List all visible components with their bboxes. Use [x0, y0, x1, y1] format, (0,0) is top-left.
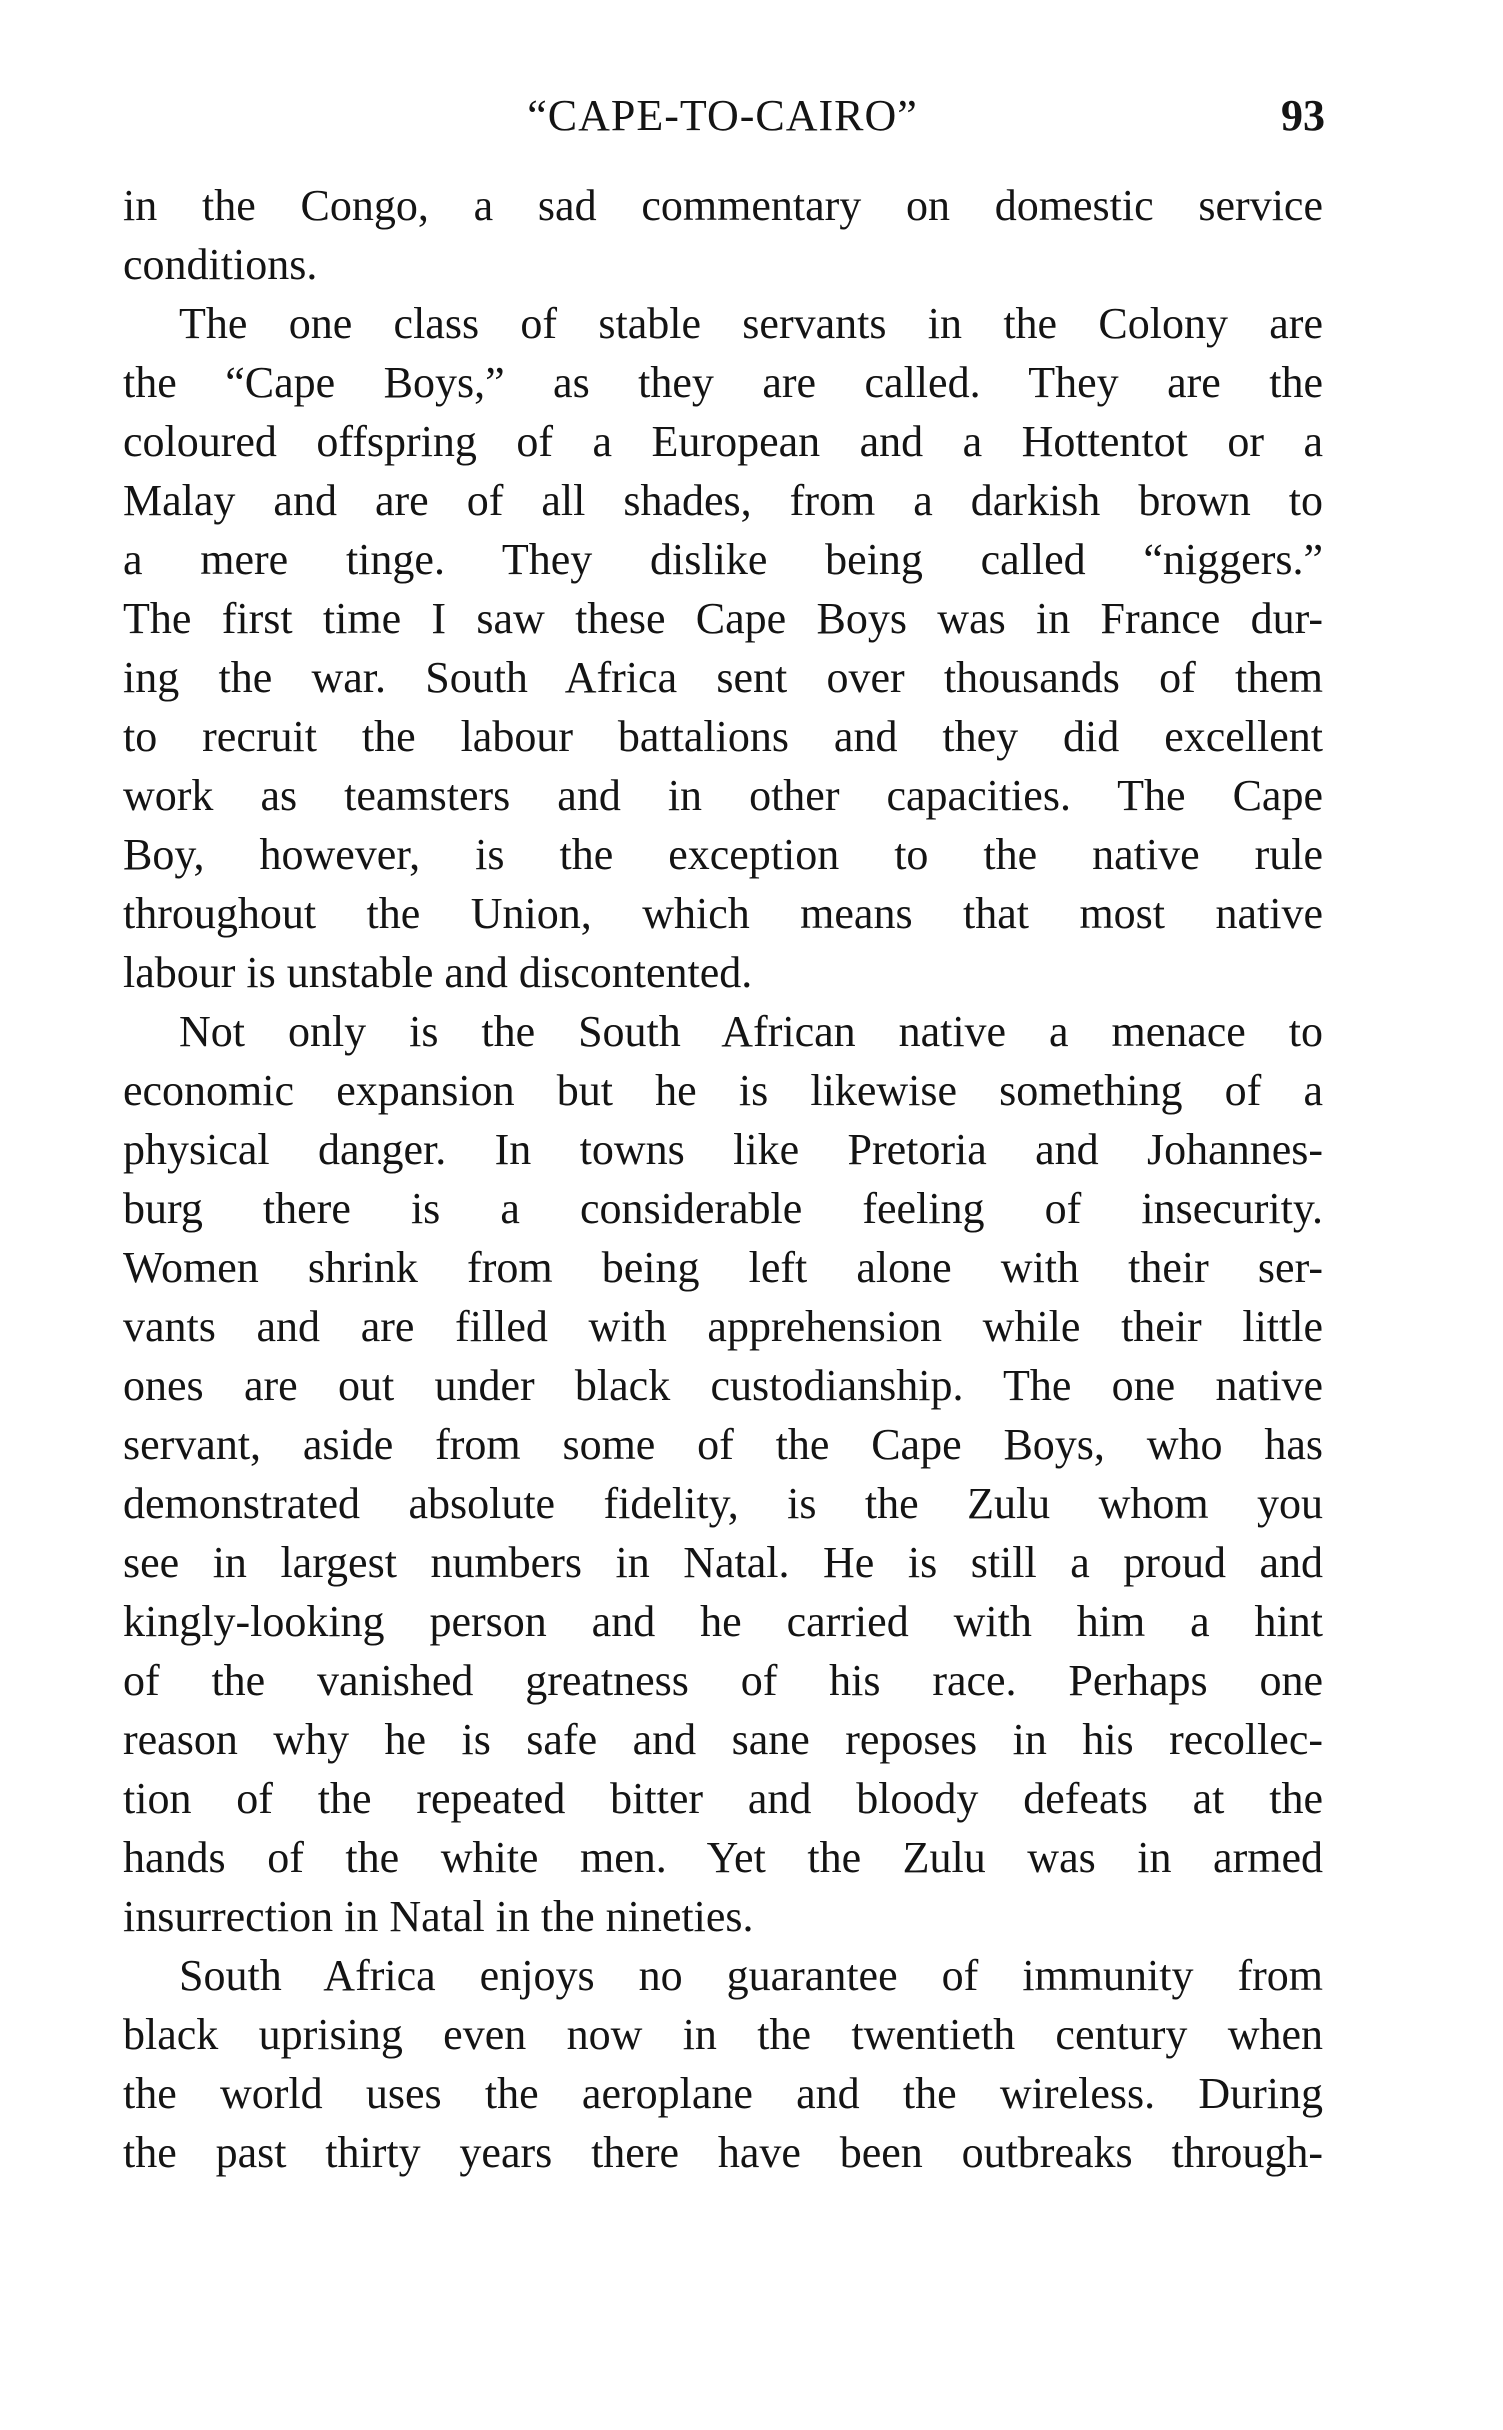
- text-line: burg there is a considerable feeling of insecurity.: [123, 1184, 1323, 1233]
- text-line: The first time I saw these Cape Boys was in France dur-: [123, 594, 1323, 643]
- text-line: the “Cape Boys,” as they are called. They are the: [123, 358, 1323, 407]
- text-line: Malay and are of all shades, from a darkish brown to: [123, 476, 1323, 525]
- running-title: “CAPE-TO-CAIRO”: [527, 91, 918, 140]
- text-line: work as teamsters and in other capacities. The Cape: [123, 771, 1323, 820]
- text-line: hands of the white men. Yet the Zulu was in armed: [123, 1833, 1323, 1882]
- text-line: Boy, however, is the exception to the native rule: [123, 830, 1323, 879]
- text-line: to recruit the labour battalions and they did excellent: [123, 712, 1323, 761]
- text-line: a mere tinge. They dislike being called “niggers.”: [123, 535, 1323, 584]
- text-line: in the Congo, a sad commentary on domestic service: [123, 181, 1323, 230]
- text-line: kingly-looking person and he carried with him a hint: [123, 1597, 1323, 1646]
- paragraph: [123, 176, 1323, 294]
- text-line: vants and are filled with apprehension while their little: [123, 1302, 1323, 1351]
- text-line: tion of the repeated bitter and bloody defeats at the: [123, 1774, 1323, 1823]
- page-number: 93: [1281, 91, 1325, 140]
- text-line: The one class of stable servants in the Colony are: [179, 299, 1323, 348]
- text-line: economic expansion but he is likewise something of a: [123, 1066, 1323, 1115]
- text-line: reason why he is safe and sane reposes in his recollec-: [123, 1715, 1323, 1764]
- text-line: servant, aside from some of the Cape Boys, who has: [123, 1420, 1323, 1469]
- text-line: ones are out under black custodianship. The one native: [123, 1361, 1323, 1410]
- text-line: see in largest numbers in Natal. He is still a proud and: [123, 1538, 1323, 1587]
- text-line: the world uses the aeroplane and the wireless. During: [123, 2069, 1323, 2118]
- text-line: the past thirty years there have been outbreaks through-: [123, 2128, 1323, 2177]
- text-line: ing the war. South Africa sent over thousands of them: [123, 653, 1323, 702]
- text-line: demonstrated absolute fidelity, is the Zulu whom you: [123, 1479, 1323, 1528]
- text-line: Women shrink from being left alone with their ser-: [123, 1243, 1323, 1292]
- running-header: [120, 86, 1325, 146]
- text-line: conditions.: [123, 240, 318, 289]
- paragraph: [123, 1002, 1323, 1946]
- paragraph: [123, 1946, 1323, 2182]
- text-line: Not only is the South African native a menace to: [179, 1007, 1323, 1056]
- text-line: of the vanished greatness of his race. Perhaps one: [123, 1656, 1323, 1705]
- text-line: throughout the Union, which means that most native: [123, 889, 1323, 938]
- text-line: coloured offspring of a European and a Hottentot or a: [123, 417, 1323, 466]
- text-line: labour is unstable and discontented.: [123, 948, 753, 997]
- text-line: South Africa enjoys no guarantee of immunity from: [179, 1951, 1323, 2000]
- text-line: insurrection in Natal in the nineties.: [123, 1892, 754, 1941]
- paragraph: [123, 294, 1323, 1002]
- text-line: physical danger. In towns like Pretoria and Johannes-: [123, 1125, 1323, 1174]
- body-text: [123, 176, 1323, 2182]
- text-line: black uprising even now in the twentieth century when: [123, 2010, 1323, 2059]
